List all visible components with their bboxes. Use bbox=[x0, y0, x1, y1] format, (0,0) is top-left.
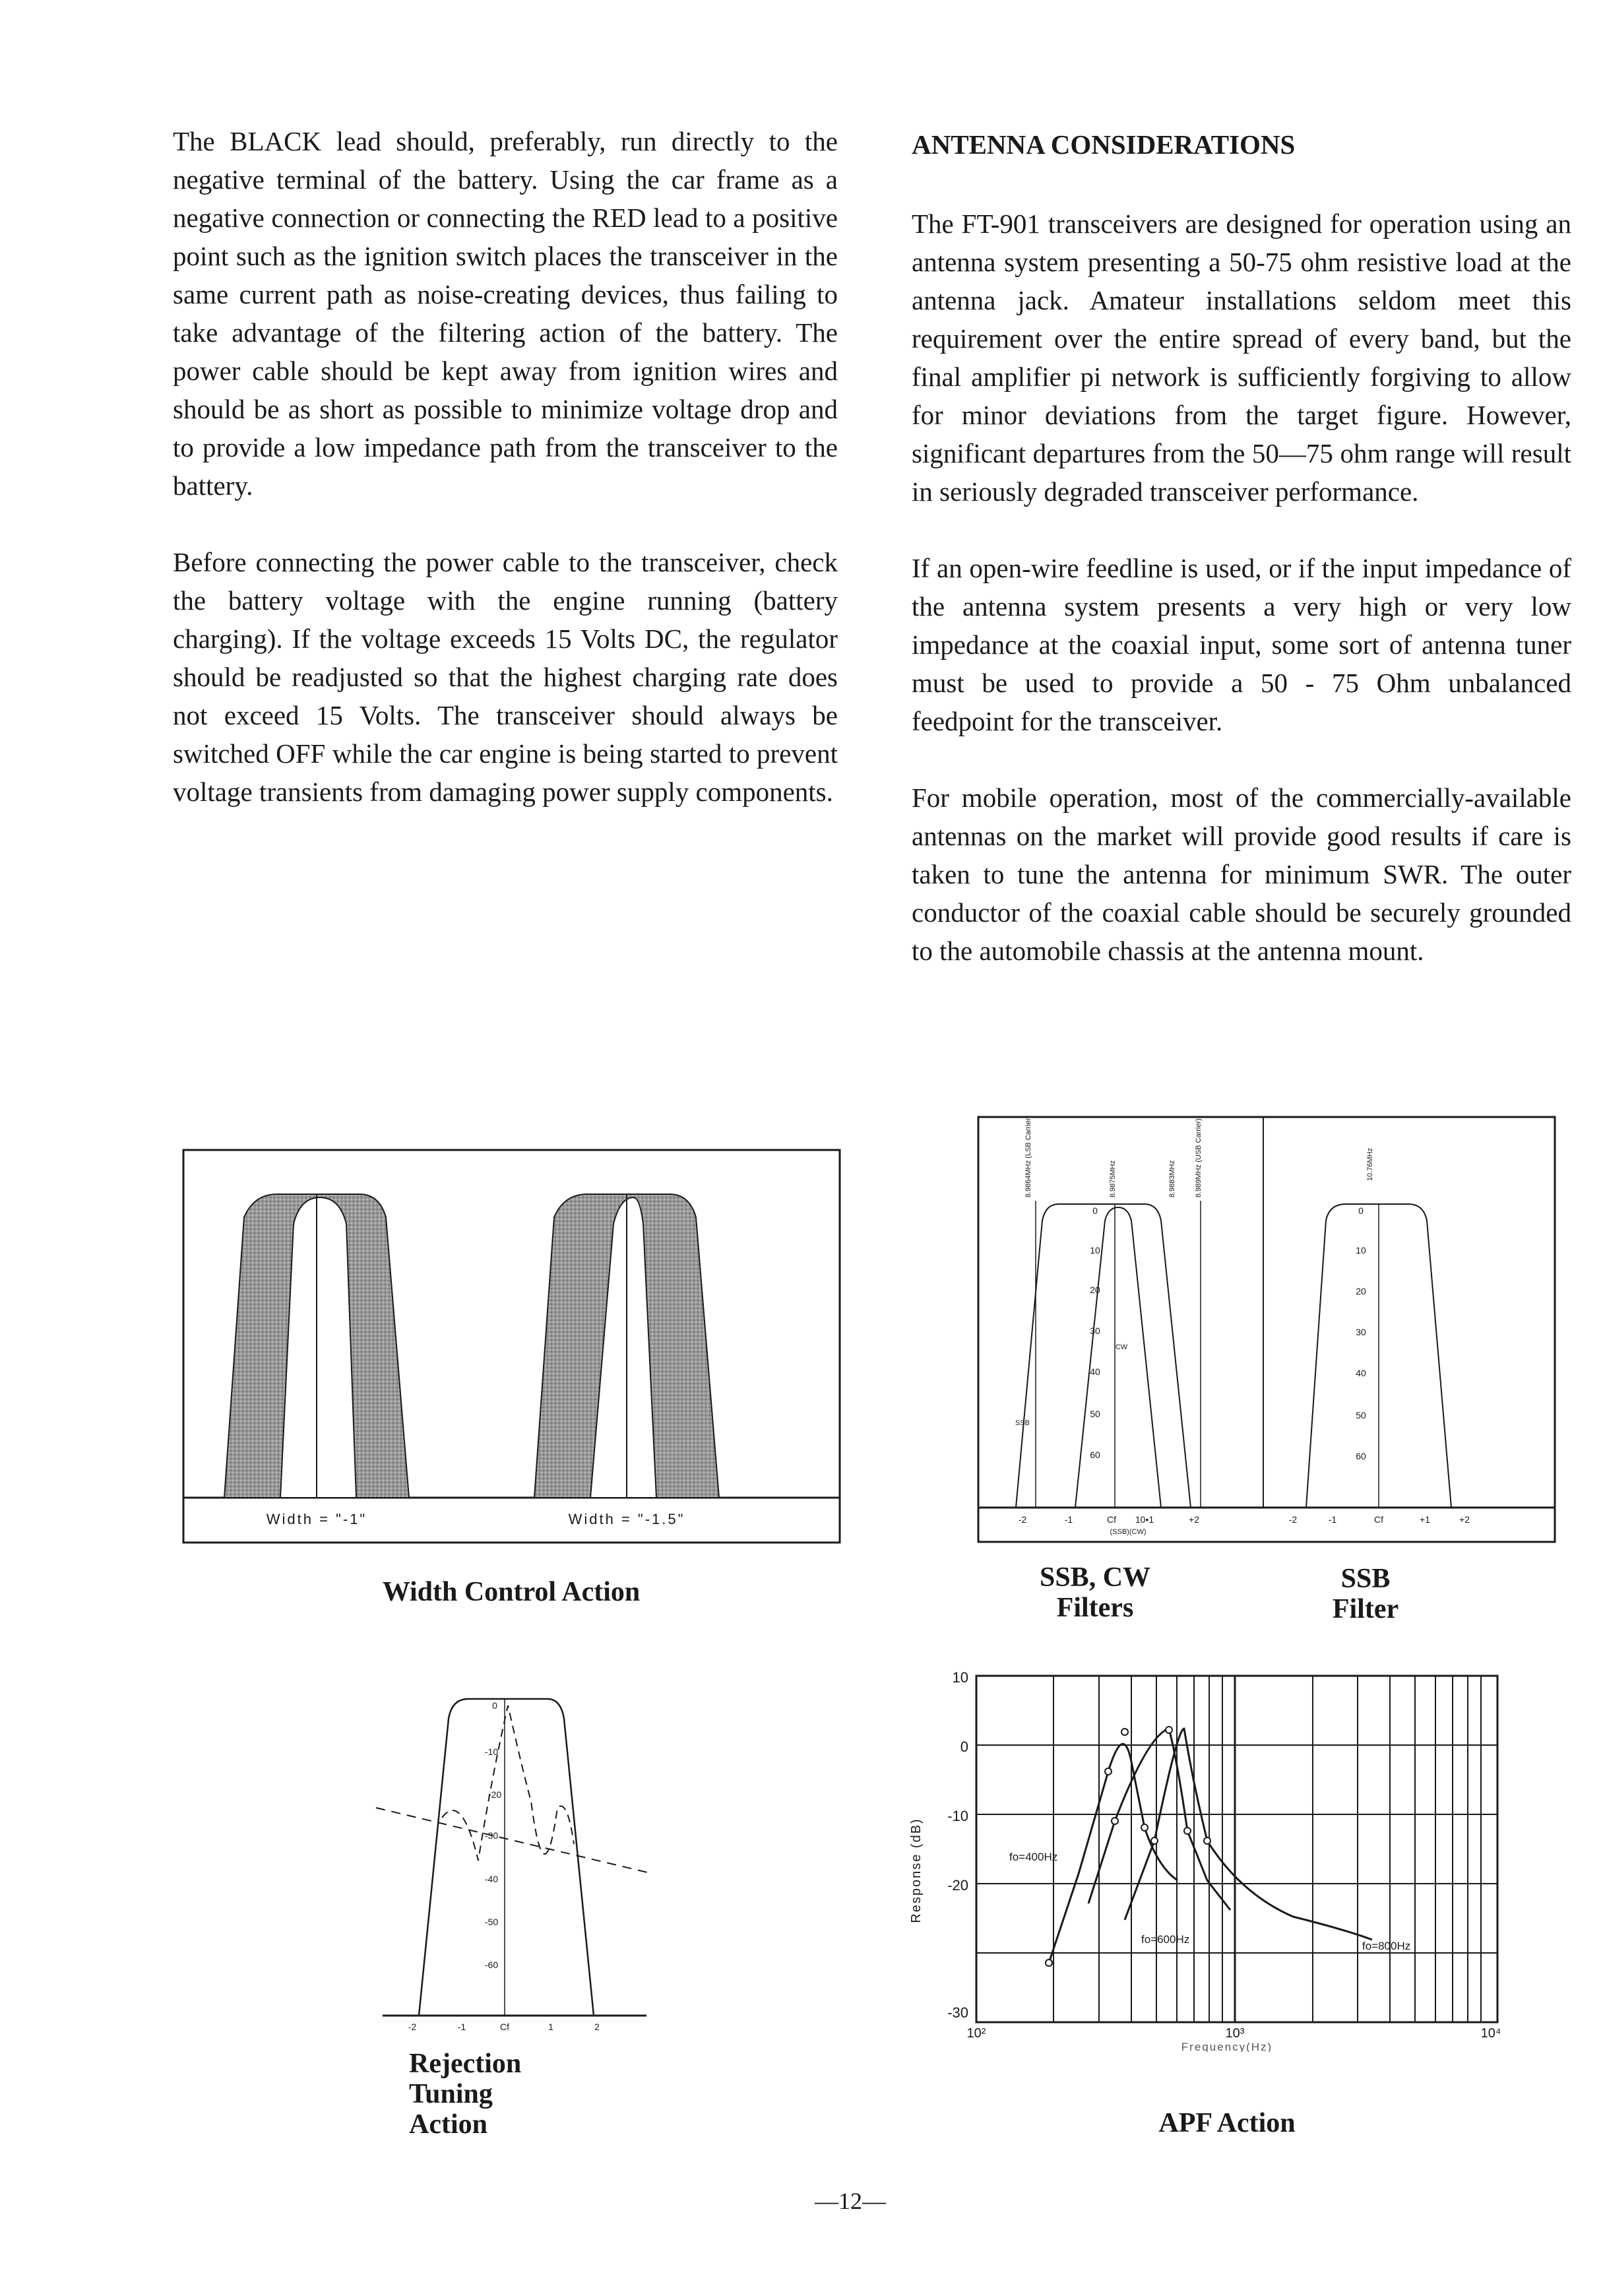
width-normal-response bbox=[224, 1194, 409, 1498]
apf-x-tick-10000: 10⁴ bbox=[1480, 2026, 1501, 2041]
rejection-notch-curve bbox=[442, 1706, 574, 1861]
apf-annotation-800hz: fo=800Hz bbox=[1362, 1940, 1411, 1952]
width-control-caption: Width Control Action bbox=[382, 1577, 641, 1607]
rejection-scale-30: -30 bbox=[484, 1830, 499, 1841]
paragraph-battery-voltage: Before connecting the power cable to the transceiver, check the battery voltage with the engine running (battery charging). If the voltage exceeds 15 Volts DC, the regulator should be readjusted so that the highest charging rate does not exceed 15 Volts. The transceiver should always be switched OFF while the car engine is being started to prevent voltage transients from damaging power supply components. bbox=[173, 547, 838, 807]
rejection-scale-40: -40 bbox=[484, 1874, 499, 1884]
rejection-passband-curve bbox=[419, 1699, 594, 2016]
rejection-caption bbox=[409, 2049, 581, 2140]
rejection-caption-line1: Rejection bbox=[409, 2049, 522, 2079]
ssb-xtick-1: -2 bbox=[1288, 1514, 1298, 1525]
apf-x-tick-100: 10² bbox=[966, 2026, 986, 2041]
ssb-xtick-3: Cf bbox=[1374, 1514, 1383, 1525]
ssb-cw-caption bbox=[1016, 1562, 1174, 1623]
rejection-xtick-5: 2 bbox=[594, 2022, 600, 2032]
ssb-cw-xtick-3: Cf bbox=[1107, 1514, 1116, 1525]
ssb-cw-xsub: (SSB)(CW) bbox=[1110, 1528, 1147, 1536]
left-column bbox=[173, 122, 838, 849]
rejection-xtick-3: Cf bbox=[500, 2022, 509, 2032]
rejection-xtick-2: -1 bbox=[457, 2022, 466, 2032]
ssb-filter-caption-line1: SSB bbox=[1340, 1564, 1391, 1594]
section-heading: ANTENNA CONSIDERATIONS bbox=[912, 129, 1296, 160]
apf-x-tick-1000: 10³ bbox=[1225, 2026, 1245, 2041]
ssb-cw-xtick-5: +2 bbox=[1189, 1514, 1199, 1525]
ssb-cw-scale-0: 0 bbox=[1092, 1205, 1098, 1216]
rejection-scale-60: -60 bbox=[484, 1960, 499, 1970]
ssb-cw-caption-line2: Filters bbox=[1056, 1593, 1134, 1623]
ssb-xtick-4: +1 bbox=[1420, 1514, 1430, 1525]
ssb-cw-scale-40: 40 bbox=[1090, 1366, 1100, 1377]
rejection-scale-10: -10 bbox=[484, 1746, 499, 1757]
ssb-filter-caption-line2: Filter bbox=[1332, 1594, 1399, 1624]
cw-label: CW bbox=[1115, 1343, 1128, 1351]
rejection-caption-line3: Action bbox=[409, 2109, 487, 2140]
ssb-cw-top-label-4: 8.989MHz (USB Carrier) bbox=[1195, 1118, 1203, 1197]
ssb-scale-10: 10 bbox=[1356, 1245, 1366, 1256]
ssb-scale-0: 0 bbox=[1358, 1205, 1364, 1216]
rejection-scale-50: -50 bbox=[484, 1917, 499, 1927]
ssb-cw-xtick-1: -2 bbox=[1018, 1514, 1027, 1525]
rejection-scale-0: 0 bbox=[492, 1700, 497, 1711]
apf-response-figure bbox=[897, 1656, 1517, 2052]
ssb-cw-top-label-3: 8.9883MHz bbox=[1168, 1160, 1176, 1197]
apf-caption: APF Action bbox=[1158, 2108, 1296, 2138]
ssb-filter-caption bbox=[1300, 1564, 1431, 1624]
rejection-xtick-4: 1 bbox=[548, 2022, 553, 2032]
ssb-xtick-5: +2 bbox=[1459, 1514, 1470, 1525]
ssb-wide-curve bbox=[1016, 1204, 1191, 1508]
apf-annotation-400hz: fo=400Hz bbox=[1009, 1851, 1058, 1863]
paragraph-mobile-operation: For mobile operation, most of the commercially-available antennas on the market will provide good results if care is taken to tune the antenna for minimum SWR. The outer conductor of the coaxial cable should be securely grounded to the automobile chassis at the antenna mount. bbox=[912, 782, 1571, 966]
rejection-scale-20: -20 bbox=[487, 1789, 502, 1800]
width-narrow-response bbox=[534, 1194, 719, 1498]
rejection-xtick-1: -2 bbox=[408, 2022, 417, 2032]
ssb-label: SSB bbox=[1015, 1419, 1030, 1427]
ssb-cw-scale-10: 10 bbox=[1090, 1245, 1100, 1256]
paragraph-battery-lead: The BLACK lead should, preferably, run directly to the negative terminal of the battery. Using the car frame as a negative connection or connecting the RED lead to a positive point such as the ignition switch places the transceiver in the same current path as noise-creating devices, thus failing to take advantage of the filtering action of the battery. The power cable should be kept away from ignition wires and should be as short as possible to minimize voltage drop and to provide a low impedance path from the transceiver to the battery. bbox=[173, 126, 838, 501]
paragraph-antenna-tuner: If an open-wire feedline is used, or if the input impedance of the antenna system presents a very high or very low impedance at the coaxial input, some sort of antenna tuner must be used to provide a 50 - 75 Ohm unbalanced feedpoint for the transceiver. bbox=[912, 553, 1571, 736]
ssb-scale-20: 20 bbox=[1356, 1286, 1366, 1296]
ssb-cw-scale-60: 60 bbox=[1090, 1450, 1100, 1460]
apf-curve-400hz bbox=[1049, 1744, 1178, 1963]
width-label-right: Width = "-1.5" bbox=[568, 1511, 685, 1527]
ssb-xtick-2: -1 bbox=[1328, 1514, 1337, 1525]
width-label-left: Width = "-1" bbox=[266, 1511, 367, 1527]
apf-y-tick-minus20: -20 bbox=[947, 1877, 968, 1894]
ssb-cw-scale-20: 20 bbox=[1090, 1285, 1100, 1295]
ssb-cw-xtick-2: -1 bbox=[1064, 1514, 1073, 1525]
cw-narrow-curve bbox=[1075, 1207, 1161, 1508]
ssb-cw-scale-50: 50 bbox=[1090, 1409, 1100, 1419]
right-column bbox=[912, 125, 1571, 1008]
rejection-caption-line2: Tuning bbox=[409, 2079, 493, 2109]
paragraph-antenna-load: The FT-901 transceivers are designed for operation using an antenna system presenting a 50-75 ohm resistive load at the antenna jack. Amateur installations seldom meet this requirement over the entire spread of every band, but the final amplifier pi network is sufficiently forgiving to allow for minor deviations from the target figure. However, significant departures from the 50—75 ohm range will result in seriously degraded transceiver performance. bbox=[912, 208, 1571, 507]
ssb-top-label: 10.76MHz bbox=[1366, 1147, 1374, 1181]
apf-curves bbox=[1049, 1729, 1372, 1963]
apf-curve-800hz bbox=[1125, 1729, 1372, 1940]
apf-y-tick-0: 0 bbox=[960, 1738, 968, 1755]
ssb-scale-30: 30 bbox=[1356, 1327, 1366, 1337]
apf-x-axis-label: Frequency(Hz) bbox=[1181, 2041, 1273, 2052]
ssb-cw-top-label-2: 8.9875MHz bbox=[1109, 1160, 1117, 1197]
apf-y-axis-label: Response (dB) bbox=[909, 1818, 924, 1923]
apf-y-tick-minus30: -30 bbox=[947, 2004, 968, 2021]
page-number: —12— bbox=[815, 2188, 886, 2214]
rejection-tuning-figure bbox=[369, 1686, 660, 2042]
ssb-cw-filters-figure bbox=[976, 1115, 1557, 1544]
apf-y-tick-10: 10 bbox=[952, 1669, 968, 1686]
ssb-cw-xtick-4: 10•1 bbox=[1135, 1514, 1154, 1525]
ssb-scale-50: 50 bbox=[1356, 1410, 1366, 1420]
ssb-cw-caption-line1: SSB, CW bbox=[1039, 1562, 1151, 1593]
apf-annotation-600hz: fo=600Hz bbox=[1141, 1933, 1190, 1946]
ssb-cw-top-label-1: 8.9864MHz (LSB Carrier) bbox=[1024, 1115, 1032, 1197]
ssb-scale-60: 60 bbox=[1356, 1451, 1366, 1461]
width-control-figure bbox=[178, 1145, 844, 1547]
ssb-cw-scale-30: 30 bbox=[1090, 1325, 1100, 1336]
ssb-scale-40: 40 bbox=[1356, 1368, 1366, 1378]
apf-y-tick-minus10: -10 bbox=[947, 1808, 968, 1824]
